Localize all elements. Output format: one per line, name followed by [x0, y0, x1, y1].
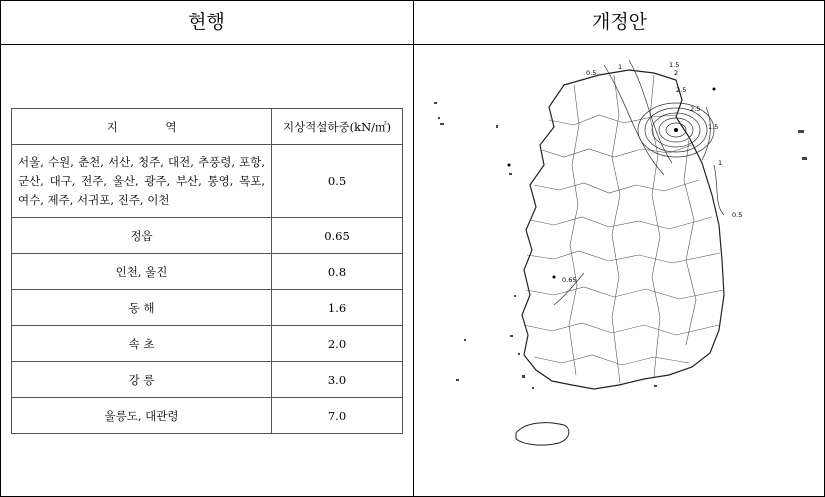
load-cell: 7.0 [272, 398, 403, 434]
contour-label: 1 [718, 159, 723, 167]
contour-label: 2 [674, 69, 679, 77]
contour-label: 0.5 [586, 69, 597, 77]
contour-label: 0.65 [562, 276, 577, 284]
table-row [12, 145, 403, 218]
region-column-header: 지 역 [12, 109, 272, 145]
snow-load-contour-map [414, 45, 824, 495]
contour-label: 2.5 [676, 86, 687, 94]
jeju-island [516, 423, 569, 445]
load-cell: 0.5 [272, 145, 403, 218]
load-cell: 0.8 [272, 254, 403, 290]
table-row [12, 362, 403, 398]
load-cell: 3.0 [272, 362, 403, 398]
contour-label: 2.5 [690, 105, 701, 113]
contour-label: 0.5 [732, 211, 743, 219]
table-row [12, 326, 403, 362]
contour-label: 1.5 [708, 123, 719, 131]
region-cell: 속 초 [12, 326, 272, 362]
load-cell: 0.65 [272, 218, 403, 254]
load-column-header: 지상적설하중(kN/㎡) [272, 109, 403, 145]
load-cell: 2.0 [272, 326, 403, 362]
current-header: 현행 [188, 11, 225, 33]
contour-label: 1 [618, 63, 623, 71]
table-header-row [12, 109, 403, 145]
table-row [12, 398, 403, 434]
region-cell: 인천, 울진 [12, 254, 272, 290]
contour-label: 1.5 [669, 61, 680, 69]
table-row [12, 290, 403, 326]
region-cell: 서울, 수원, 춘천, 서산, 청주, 대전, 추풍령, 포항, 군산, 대구, 전주, 울산, 광주, 부산, 통영, 목포, 여수, 제주, 서귀포, 진주, 이천 [12, 145, 272, 218]
region-cell: 울릉도, 대관령 [12, 398, 272, 434]
table-row [12, 218, 403, 254]
load-cell: 1.6 [272, 290, 403, 326]
region-cell: 강 릉 [12, 362, 272, 398]
region-cell: 정읍 [12, 218, 272, 254]
snow-load-table [11, 108, 403, 434]
mainland-outline [522, 70, 724, 389]
region-cell: 동 해 [12, 290, 272, 326]
revised-header: 개정안 [591, 11, 648, 33]
east-islands [798, 130, 807, 160]
table-row [12, 254, 403, 290]
